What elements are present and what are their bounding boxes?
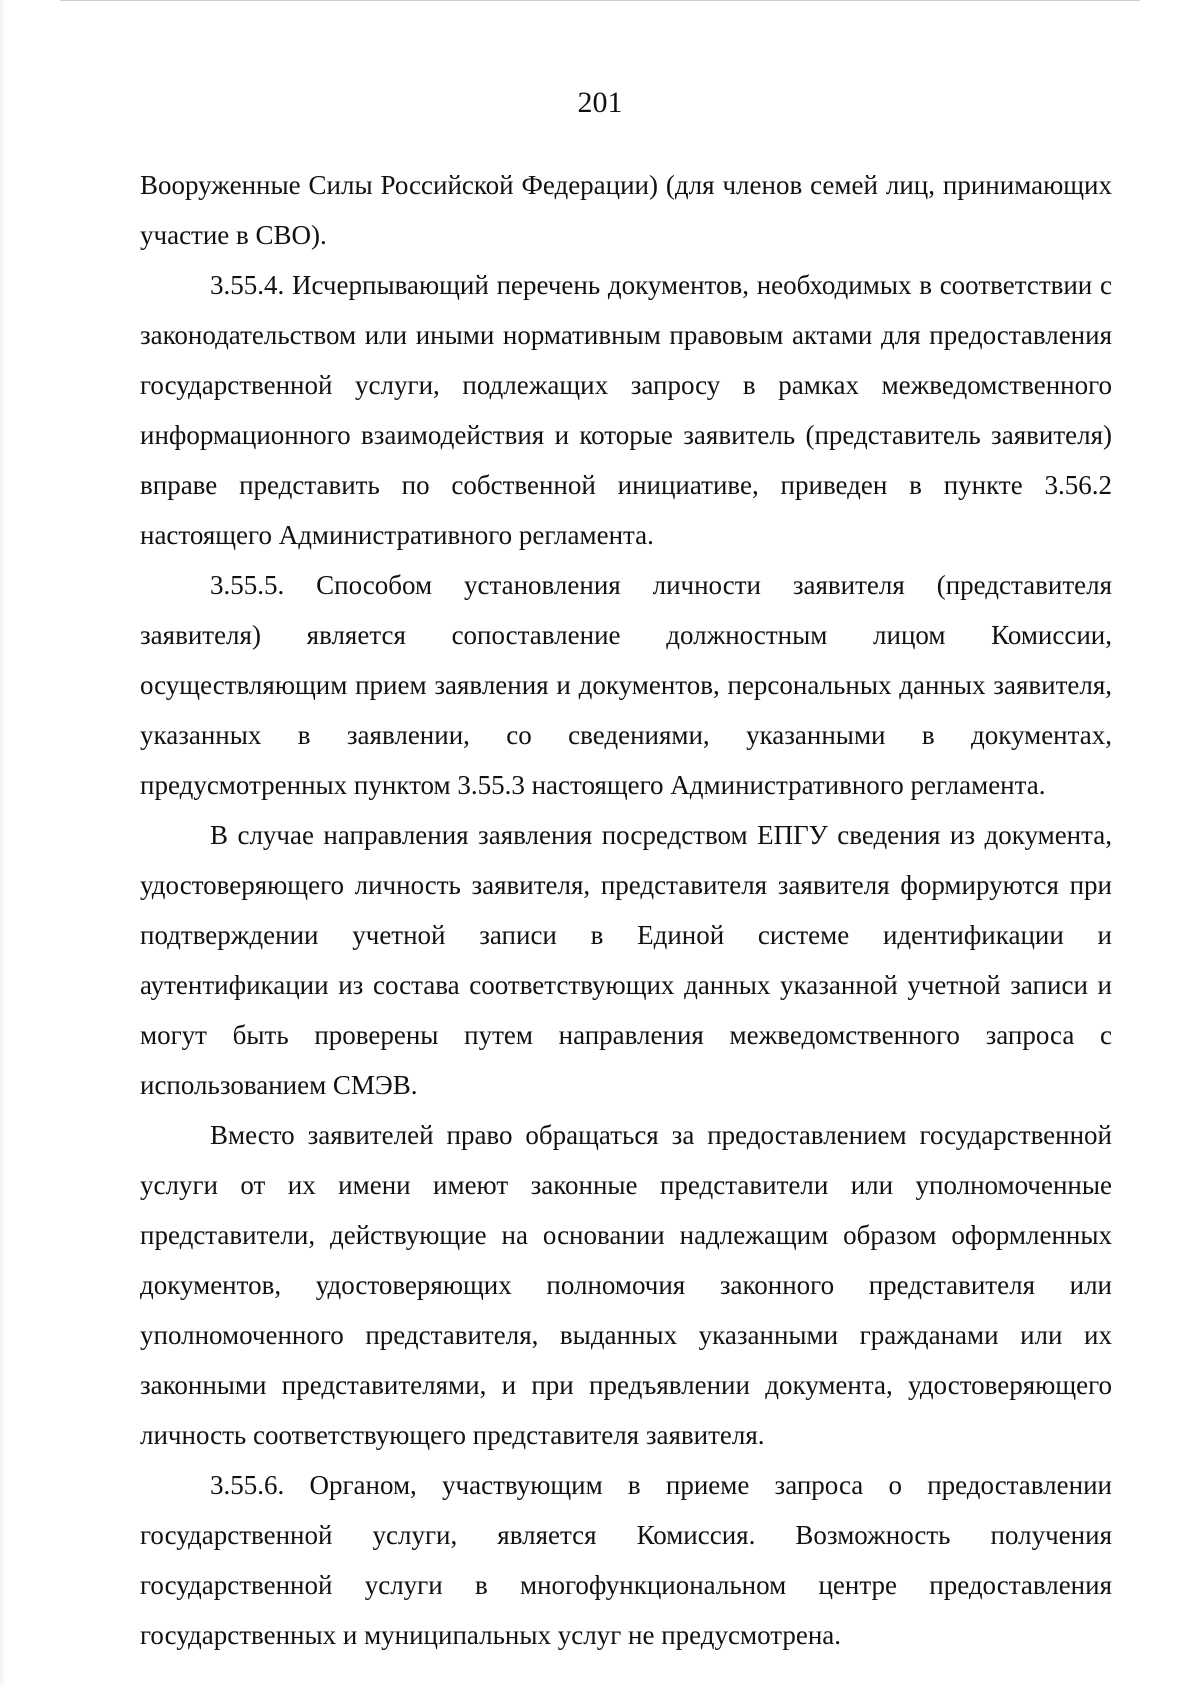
paragraph-continuation: Вооруженные Силы Российской Федерации) (для членов семей лиц, принимающих участие в СВО).	[140, 170, 1112, 250]
top-rule	[60, 0, 1140, 1]
page-number: 201	[577, 86, 623, 119]
paragraph-3-55-6: 3.55.6. Органом, участвующим в приеме запроса о предоставлении государственной услуги, является Комиссия. Возможность получения государственной услуги в многофункциональном центре предоставления государственных и муниципальных услуг не предусмотрена.	[140, 1470, 1112, 1650]
paragraph-representatives: Вместо заявителей право обращаться за предоставлением государственной услуги от их имени имеют законные представители или уполномоченные представители, действующие на основании надлежащим образом оформленных документов, удостоверяющих полномочия законного представителя или уполномоченного представителя, выданных указанными гражданами или их законными представителями, и при предъявлении документа, удостоверяющего личность соответствующего представителя заявителя.	[140, 1120, 1112, 1450]
scan-edge	[0, 0, 6, 1685]
paragraph-epgu: В случае направления заявления посредством ЕПГУ сведения из документа, удостоверяющего личность заявителя, представителя заявителя формируются при подтверждении учетной записи в Единой системе идентификации и аутентификации из состава соответствующих данных указанной учетной записи и могут быть проверены путем направления межведомственного запроса с использованием СМЭВ.	[140, 820, 1112, 1100]
paragraph-3-55-4: 3.55.4. Исчерпывающий перечень документов, необходимых в соответствии с законодательством или иными нормативным правовым актами для предоставления государственной услуги, подлежащих запросу в рамках межведомственного информационного взаимодействия и которые заявитель (представитель заявителя) вправе представить по собственной инициативе, приведен в пункте 3.56.2 настоящего Административного регламента.	[140, 270, 1112, 550]
document-body	[140, 160, 1112, 1660]
paragraph-3-55-5: 3.55.5. Способом установления личности заявителя (представителя заявителя) является сопоставление должностным лицом Комиссии, осуществляющим прием заявления и документов, персональных данных заявителя, указанных в заявлении, со сведениями, указанными в документах, предусмотренных пунктом 3.55.3 настоящего Административного регламента.	[140, 570, 1112, 800]
